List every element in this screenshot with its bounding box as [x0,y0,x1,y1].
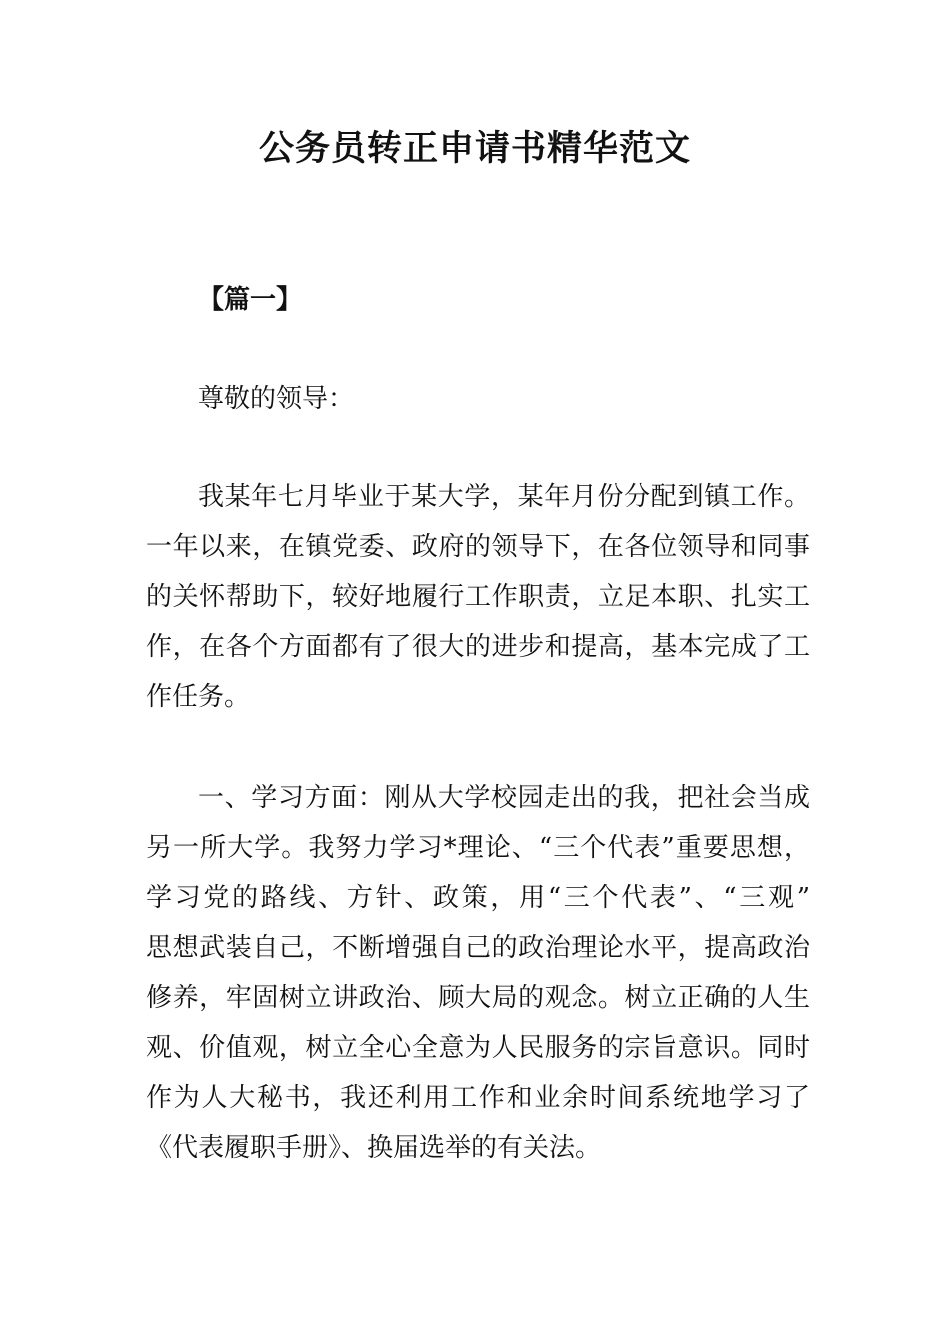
paragraph-2-line: 一、学习方面：刚从大学校园走出的我，把社会当成 [198,783,810,813]
paragraph-2-line: 学习党的路线、方针、政策，用“三个代表”、“三观” [146,883,810,913]
paragraph-1-line: 我某年七月毕业于某大学，某年月份分配到镇工作。 [198,482,810,512]
document-title: 公务员转正申请书精华范文 [258,129,691,169]
paragraph-2-line: 观、价值观，树立全心全意为人民服务的宗旨意识。同时 [146,1033,810,1063]
paragraph-1-line: 作，在各个方面都有了很大的进步和提高，基本完成了工 [146,632,810,662]
paragraph-2-line: 作为人大秘书，我还利用工作和业余时间系统地学习了 [146,1083,810,1113]
paragraph-2-line: 思想武装自己，不断增强自己的政治理论水平，提高政治 [146,933,810,963]
paragraph-1-line: 一年以来，在镇党委、政府的领导下，在各位领导和同事 [146,532,810,562]
paragraph-2-line: 另一所大学。我努力学习*理论、“三个代表”重要思想， [146,833,810,863]
paragraph-2-line: 《代表履职手册》、换届选举的有关法。 [146,1133,602,1163]
paragraph-1-line: 的关怀帮助下，较好地履行工作职责，立足本职、扎实工 [146,582,810,612]
paragraph-2-line: 修养，牢固树立讲政治、顾大局的观念。树立正确的人生 [146,983,810,1013]
section-label: 【篇一】 [198,285,303,315]
paragraph-1-line: 作任务。 [146,682,251,712]
salutation: 尊敬的领导： [198,384,355,414]
